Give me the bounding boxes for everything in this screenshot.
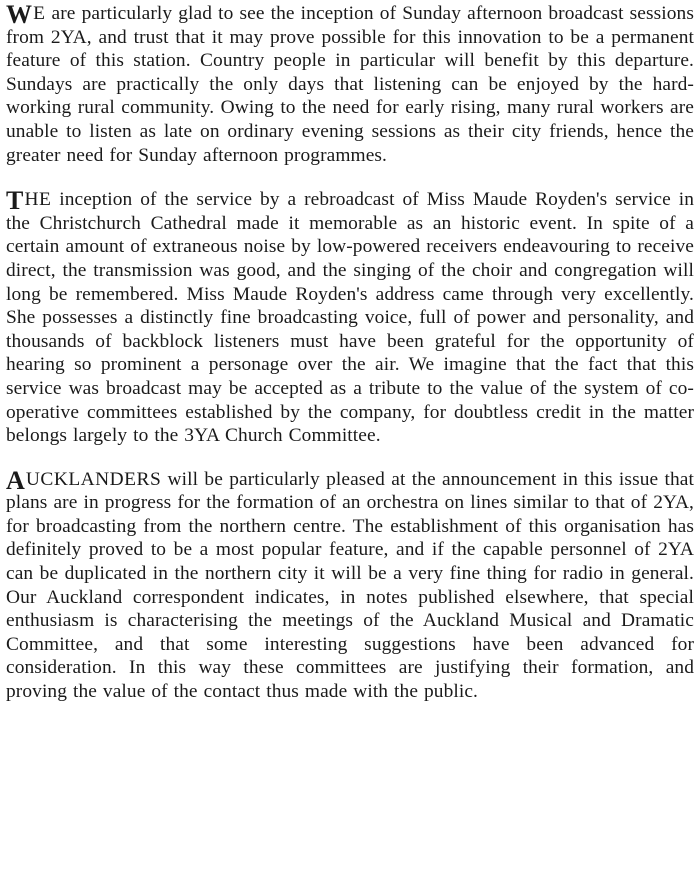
lead-text: UCKLANDERS — [25, 468, 162, 490]
lead-text: E — [33, 3, 46, 24]
paragraph-body: are particularly glad to see the inception of Sunday afternoon broadcast sessions from 2YA, and trust that it may prove possible for this innovation to be a permanent feature of this station. Country people in particular will benefit by this departure. Sundays are practically the only days that listening can be enjoyed by the hard-working rural community. Owing to the need for early rising, many rural workers are unable to listen as late on ordinary evening sessions as their city friends, hence the greater need for Sunday afternoon programmes. — [6, 3, 694, 166]
paragraph-auckland-orchestra — [6, 465, 694, 704]
drop-cap: A — [6, 465, 25, 495]
drop-cap: T — [6, 186, 24, 216]
paragraph-body: will be particularly pleased at the announcement in this issue that plans are in progress for the formation of an orchestra on lines similar to that of 2YA, for broadcasting from the northern centre. The establishment of this organisation has definitely proved to be a most popular feature, and if the capable personnel of 2YA can be duplicated in the northern city it will be a very fine thing for radio in general. Our Auckland correspondent indicates, in notes published elsewhere, that special enthusiasm is characterising the meetings of the Auckland Musical and Dramatic Committee, and that some interesting suggestions have been advanced for consideration. In this way these committees are justifying their formation, and proving the value of the contact thus made with the public. — [6, 468, 694, 703]
drop-cap: W — [6, 0, 33, 29]
paragraph-sunday-sessions — [6, 0, 694, 167]
paragraph-body: inception of the service by a rebroadcast of Miss Maude Royden's service in the Christchurch Cathedral made it memorable as an historic event. In spite of a certain amount of extraneous noise by low-powered receivers endeavouring to receive direct, the transmission was good, and the singing of the choir and congregation will long be remembered. Miss Maude Royden's address came through very excellently. She possesses a distinctly fine broadcasting voice, full of power and personality, and thousands of backblock listeners must have been grateful for the opportunity of hearing so prominent a personage over the air. We imagine that the fact that this service was broadcast may be accepted as a tribute to the value of the system of co-operative committees established by the company, for doubtless credit in the matter belongs largely to the 3YA Church Committee. — [6, 189, 694, 447]
paragraph-royden-service — [6, 188, 694, 448]
lead-text: HE — [24, 189, 52, 211]
